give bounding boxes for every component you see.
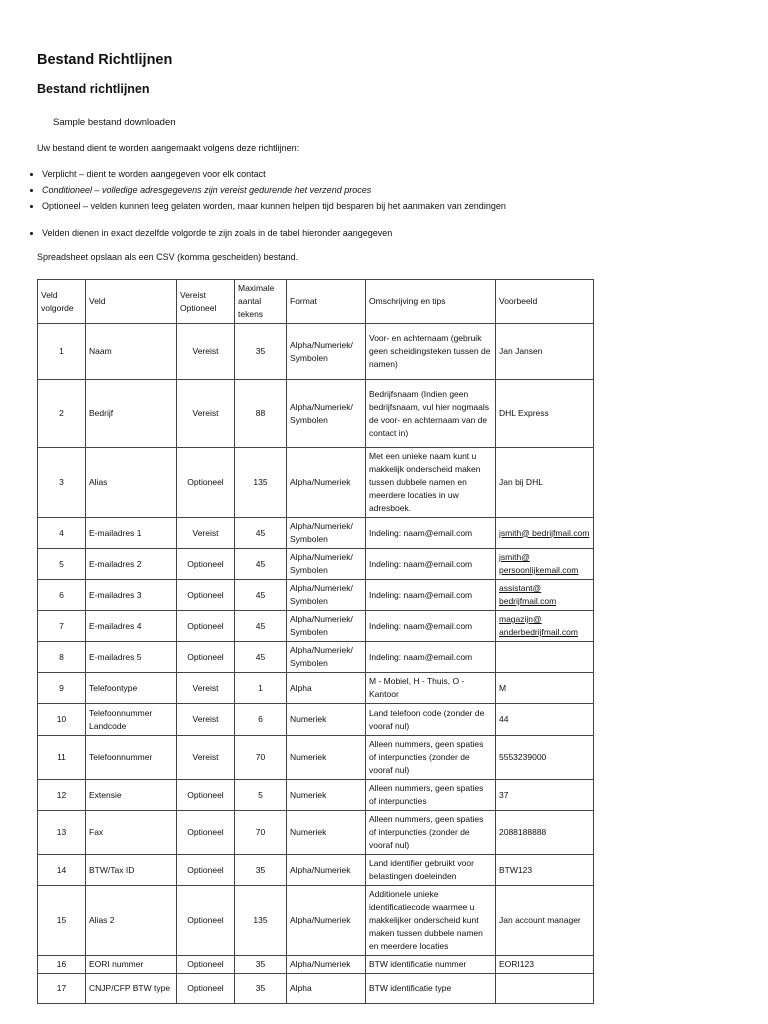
table-row <box>38 518 594 549</box>
table-cell: 10 <box>38 704 86 736</box>
table-row <box>38 673 594 704</box>
table-cell: Vereist <box>177 736 235 780</box>
table-cell: Indeling: naam@email.com <box>366 580 496 611</box>
table-cell: Optioneel <box>177 780 235 811</box>
table-cell: 45 <box>235 642 287 673</box>
table-cell: Alleen nummers, geen spaties of interpuncties (zonder de vooraf nul) <box>366 811 496 855</box>
table-cell: Numeriek <box>287 780 366 811</box>
table-cell: Vereist <box>177 673 235 704</box>
table-cell: Vereist <box>177 324 235 380</box>
table-cell: 35 <box>235 855 287 886</box>
table-row <box>38 549 594 580</box>
table-cell: 2 <box>38 380 86 448</box>
header-cell: Omschrijving en tips <box>366 280 496 324</box>
table-cell <box>496 642 594 673</box>
header-cell: Format <box>287 280 366 324</box>
table-cell: Optioneel <box>177 448 235 518</box>
table-cell: 11 <box>38 736 86 780</box>
list-item: • Velden dienen in exact dezelfde volgorde te zijn zoals in de tabel hieronder aangegeven <box>42 225 392 241</box>
table-cell: Numeriek <box>287 811 366 855</box>
table-row <box>38 642 594 673</box>
table-cell: 88 <box>235 380 287 448</box>
table-cell: Additionele unieke identificatiecode waarmee u makkelijker onderscheid kunt maken tussen dubbele namen en meerdere locaties <box>366 886 496 956</box>
table-cell: Optioneel <box>177 855 235 886</box>
table-cell: 135 <box>235 448 287 518</box>
table-cell: Alpha/Numeriek/ Symbolen <box>287 380 366 448</box>
table-cell: 35 <box>235 956 287 974</box>
table-cell: Indeling: naam@email.com <box>366 642 496 673</box>
table-row <box>38 448 594 518</box>
table-cell: Optioneel <box>177 549 235 580</box>
table-cell: BTW123 <box>496 855 594 886</box>
table-row <box>38 811 594 855</box>
table-cell: Jan Jansen <box>496 324 594 380</box>
table-cell: 3 <box>38 448 86 518</box>
table-cell: Jan account manager <box>496 886 594 956</box>
order-note-list <box>26 225 392 241</box>
table-cell: 15 <box>38 886 86 956</box>
table-cell: 135 <box>235 886 287 956</box>
table-cell: Met een unieke naam kunt u makkelijk onderscheid maken tussen dubbele namen en meerdere locaties in uw adresboek. <box>366 448 496 518</box>
field-guidelines-table <box>37 279 594 1004</box>
table-cell: Optioneel <box>177 974 235 1004</box>
table-cell: 6 <box>38 580 86 611</box>
table-cell: Alpha/Numeriek/ Symbolen <box>287 324 366 380</box>
intro-text: Uw bestand dient te worden aangemaakt volgens deze richtlijnen: <box>37 143 300 153</box>
table-cell: Bedrijf <box>86 380 177 448</box>
table-cell: Indeling: naam@email.com <box>366 611 496 642</box>
table-cell: Alpha/Numeriek/ Symbolen <box>287 611 366 642</box>
save-note: Spreadsheet opslaan als een CSV (komma gescheiden) bestand. <box>37 252 299 262</box>
table-cell: Alpha/Numeriek <box>287 956 366 974</box>
table-row <box>38 886 594 956</box>
list-item: • Conditioneel – volledige adresgegevens zijn vereist gedurende het verzend proces <box>42 182 506 198</box>
table-row <box>38 580 594 611</box>
table-cell: Vereist <box>177 518 235 549</box>
table-cell: 8 <box>38 642 86 673</box>
table-cell: 2088188888 <box>496 811 594 855</box>
table-cell: 12 <box>38 780 86 811</box>
table-cell: Alpha/Numeriek/ Symbolen <box>287 580 366 611</box>
table-cell: 1 <box>235 673 287 704</box>
table-cell: CNJP/CFP BTW type <box>86 974 177 1004</box>
table-cell: 16 <box>38 956 86 974</box>
table-cell: Alias <box>86 448 177 518</box>
table-cell: Numeriek <box>287 736 366 780</box>
table-cell: Vereist <box>177 380 235 448</box>
table-cell: BTW identificatie type <box>366 974 496 1004</box>
table-cell: 45 <box>235 549 287 580</box>
table-cell <box>496 611 594 642</box>
page-title: Bestand Richtlijnen <box>37 52 173 68</box>
table-row <box>38 324 594 380</box>
table-cell: 35 <box>235 974 287 1004</box>
table-cell: Alpha/Numeriek/ Symbolen <box>287 518 366 549</box>
table-cell: 45 <box>235 611 287 642</box>
table-row <box>38 380 594 448</box>
header-cell: Vereist Optioneel <box>177 280 235 324</box>
table-cell: 70 <box>235 811 287 855</box>
table-cell: Alpha/Numeriek <box>287 448 366 518</box>
table-row <box>38 974 594 1004</box>
table-cell: Alleen nummers, geen spaties of interpuncties <box>366 780 496 811</box>
email-example-link[interactable]: assistant@ bedrijfmail.com <box>499 583 557 606</box>
table-cell: 6 <box>235 704 287 736</box>
table-cell: E-mailadres 2 <box>86 549 177 580</box>
table-cell: EORI nummer <box>86 956 177 974</box>
table-cell: Voor- en achternaam (gebruik geen scheidingsteken tussen de namen) <box>366 324 496 380</box>
requirement-list <box>26 166 506 214</box>
email-example-link[interactable]: jsmith@ bedrijfmail.com <box>499 527 590 538</box>
table-cell: Telefoontype <box>86 673 177 704</box>
table-cell: 9 <box>38 673 86 704</box>
table-cell: Indeling: naam@email.com <box>366 518 496 549</box>
table-cell: 5553239000 <box>496 736 594 780</box>
table-cell: 37 <box>496 780 594 811</box>
table-cell: E-mailadres 1 <box>86 518 177 549</box>
table-cell: Jan bij DHL <box>496 448 594 518</box>
table-cell: EORI123 <box>496 956 594 974</box>
table-cell: E-mailadres 4 <box>86 611 177 642</box>
table-cell: Alias 2 <box>86 886 177 956</box>
header-cell: Maximale aantal tekens <box>235 280 287 324</box>
table-cell: Bedrijfsnaam (Indien geen bedrijfsnaam, vul hier nogmaals de voor- en achternaam van de contact in) <box>366 380 496 448</box>
table-cell: Alpha <box>287 974 366 1004</box>
table-cell: 7 <box>38 611 86 642</box>
table-cell: Alpha/Numeriek <box>287 886 366 956</box>
table-cell: Optioneel <box>177 611 235 642</box>
table-cell <box>496 974 594 1004</box>
table-cell: Extensie <box>86 780 177 811</box>
table-cell <box>496 518 594 549</box>
sample-download-link[interactable]: Sample bestand downloaden <box>53 117 176 128</box>
table-row <box>38 780 594 811</box>
table-cell: 1 <box>38 324 86 380</box>
table-cell: 17 <box>38 974 86 1004</box>
header-cell: Veld volgorde <box>38 280 86 324</box>
table-cell: Alpha/Numeriek/ Symbolen <box>287 642 366 673</box>
table-cell <box>496 549 594 580</box>
table-cell: 35 <box>235 324 287 380</box>
table-cell: 13 <box>38 811 86 855</box>
table-cell: 14 <box>38 855 86 886</box>
header-cell: Voorbeeld <box>496 280 594 324</box>
table-header-row <box>38 280 594 324</box>
table-cell: E-mailadres 3 <box>86 580 177 611</box>
table-row <box>38 956 594 974</box>
table-cell: Optioneel <box>177 886 235 956</box>
table-cell <box>496 580 594 611</box>
table-cell: Optioneel <box>177 956 235 974</box>
list-item: • Verplicht – dient te worden aangegeven voor elk contact <box>42 166 506 182</box>
table-cell: Vereist <box>177 704 235 736</box>
table-cell: Fax <box>86 811 177 855</box>
table-cell: DHL Express <box>496 380 594 448</box>
table-cell: Optioneel <box>177 642 235 673</box>
table-cell: Alpha/Numeriek <box>287 855 366 886</box>
list-item: • Optioneel – velden kunnen leeg gelaten worden, maar kunnen helpen tijd besparen bij het aanmaken van zendingen <box>42 198 506 214</box>
table-cell: 45 <box>235 580 287 611</box>
table-cell: Naam <box>86 324 177 380</box>
table-cell: 70 <box>235 736 287 780</box>
table-cell: M - Mobiel, H - Thuis, O - Kantoor <box>366 673 496 704</box>
email-example-link[interactable]: jsmith@ persoonlijkemail.com <box>499 552 579 575</box>
table-cell: 5 <box>38 549 86 580</box>
table-cell: Telefoonnummer <box>86 736 177 780</box>
table-row <box>38 611 594 642</box>
table-row <box>38 736 594 780</box>
table-cell: Land identifier gebruikt voor belastingen doeleinden <box>366 855 496 886</box>
table-cell: Alpha <box>287 673 366 704</box>
table-cell: 44 <box>496 704 594 736</box>
table-cell: BTW/Tax ID <box>86 855 177 886</box>
table-cell: BTW identificatie nummer <box>366 956 496 974</box>
table-cell: 5 <box>235 780 287 811</box>
table-cell: Numeriek <box>287 704 366 736</box>
table-cell: 45 <box>235 518 287 549</box>
table-row <box>38 855 594 886</box>
table-cell: Land telefoon code (zonder de vooraf nul) <box>366 704 496 736</box>
table-cell: Alpha/Numeriek/ Symbolen <box>287 549 366 580</box>
table-cell: E-mailadres 5 <box>86 642 177 673</box>
table-cell: Telefoonnummer Landcode <box>86 704 177 736</box>
table-cell: Indeling: naam@email.com <box>366 549 496 580</box>
table-cell: 4 <box>38 518 86 549</box>
table-row <box>38 704 594 736</box>
table-cell: Optioneel <box>177 811 235 855</box>
section-title: Bestand richtlijnen <box>37 82 150 96</box>
table-cell: Alleen nummers, geen spaties of interpuncties (zonder de vooraf nul) <box>366 736 496 780</box>
header-cell: Veld <box>86 280 177 324</box>
email-example-link[interactable]: magazijn@ anderbedrijfmail.com <box>499 614 578 637</box>
table-cell: Optioneel <box>177 580 235 611</box>
table-cell: M <box>496 673 594 704</box>
